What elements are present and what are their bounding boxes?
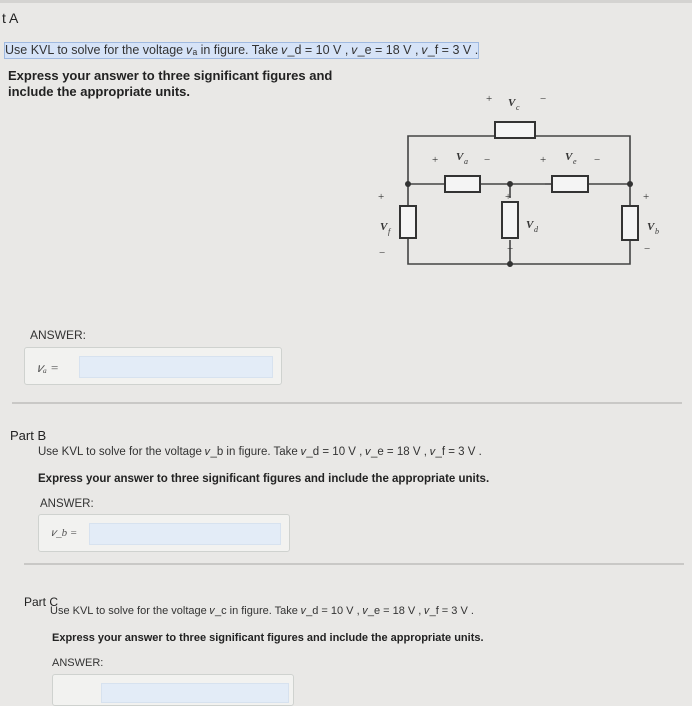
- ve-plus: +: [540, 154, 547, 166]
- element-vb: [622, 206, 638, 240]
- vb-minus: −: [644, 243, 651, 255]
- part-a-instruction-2: include the appropriate units.: [8, 84, 191, 99]
- circuit-diagram: [360, 88, 680, 278]
- part-b-question: Use KVL to solve for the voltage 𝑣_b in figure. Take 𝑣_d = 10 V , 𝑣_e = 18 V , 𝑣_f = 3 V .: [38, 446, 482, 458]
- va-plus: +: [432, 154, 439, 166]
- part-a-var-label: 𝑣ₐ =: [37, 360, 59, 375]
- vc-label: V: [508, 97, 516, 109]
- divider-ab: [12, 402, 682, 404]
- vf-plus: +: [378, 191, 385, 203]
- element-vf: [400, 206, 416, 238]
- node-left: [405, 181, 411, 187]
- part-c-answer-label: ANSWER:: [52, 657, 104, 669]
- part-c-instruction: Express your answer to three significant figures and include the appropriate units.: [52, 632, 484, 644]
- element-va: [445, 176, 480, 192]
- part-b-title: Part B: [10, 428, 47, 443]
- part-c-answer-input[interactable]: [101, 683, 289, 703]
- vb-sub: b: [655, 227, 659, 236]
- top-divider: [0, 0, 692, 3]
- vc-sub: c: [516, 103, 520, 112]
- part-a-question: Use KVL to solve for the voltage 𝑣ₐ in figure. Take 𝑣_d = 10 V , 𝑣_e = 18 V , 𝑣_f = 3 V .: [5, 43, 479, 57]
- part-a-answer-label: ANSWER:: [30, 328, 87, 342]
- part-c-question: Use KVL to solve for the voltage 𝑣_c in figure. Take 𝑣_d = 10 V , 𝑣_e = 18 V , 𝑣_f = 3 V .: [50, 605, 474, 617]
- wire-bottom: [408, 236, 630, 264]
- vd-minus: −: [507, 243, 514, 255]
- va-label: V: [456, 151, 464, 163]
- vd-sub: d: [534, 225, 538, 234]
- part-a-answer-input[interactable]: [79, 356, 273, 378]
- vd-plus: +: [505, 191, 512, 203]
- vb-plus: +: [643, 191, 650, 203]
- node-center: [507, 181, 513, 187]
- part-b-var-label: 𝑣_b =: [51, 527, 78, 539]
- va-minus: −: [484, 154, 491, 166]
- wire-right-top: [535, 136, 630, 208]
- part-a-answer-box: [24, 347, 282, 385]
- vf-minus: −: [379, 247, 386, 259]
- ve-sub: e: [573, 157, 577, 166]
- element-vd: [502, 202, 518, 238]
- ve-minus: −: [594, 154, 601, 166]
- part-b-instruction: Express your answer to three significant figures and include the appropriate units.: [38, 473, 490, 485]
- vb-label: V: [647, 221, 655, 233]
- vf-label: V: [380, 221, 388, 233]
- vf-sub: f: [388, 227, 391, 236]
- part-c-answer-box: [52, 674, 294, 706]
- node-bottom: [507, 261, 513, 267]
- part-c-title: Part C: [24, 595, 59, 609]
- va-sub: a: [464, 157, 468, 166]
- divider-bc: [24, 563, 684, 565]
- node-right: [627, 181, 633, 187]
- part-a-title: t A: [2, 10, 19, 26]
- element-ve: [552, 176, 588, 192]
- part-b-answer-label: ANSWER:: [40, 498, 94, 510]
- part-a-instruction-1: Express your answer to three significant figures and: [8, 68, 333, 83]
- vc-minus: −: [540, 93, 547, 105]
- vd-label: V: [526, 219, 534, 231]
- vc-plus: +: [486, 93, 493, 105]
- ve-label: V: [565, 151, 573, 163]
- part-b-answer-box: [38, 514, 290, 552]
- part-b-answer-input[interactable]: [89, 523, 281, 545]
- element-vc: [495, 122, 535, 138]
